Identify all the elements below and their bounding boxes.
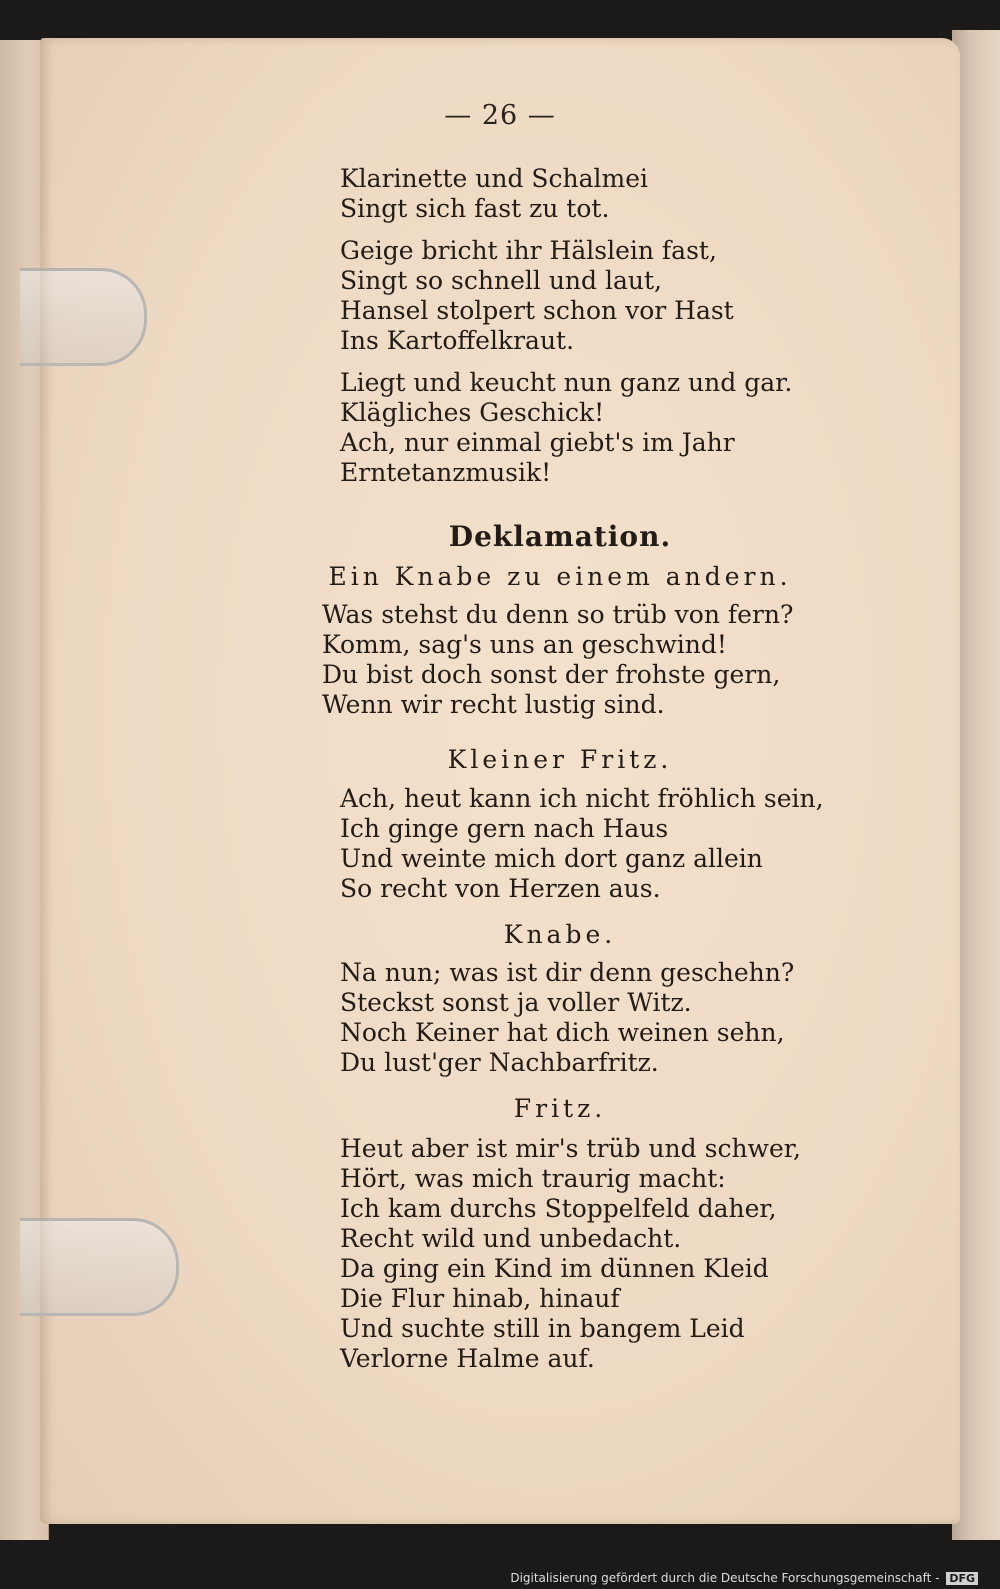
poem-line: Klarinette und Schalmei xyxy=(340,164,649,193)
speaker-heading: Fritz. xyxy=(513,1094,607,1123)
poem-line: Heut aber ist mir's trüb und schwer, xyxy=(340,1134,801,1163)
poem-line: Und suchte still in bangem Leid xyxy=(340,1314,745,1343)
poem-line: Komm, sag's uns an geschwind! xyxy=(322,630,727,659)
speaker-heading: Ein Knabe zu einem andern. xyxy=(328,562,792,591)
page-clip-top xyxy=(20,268,147,366)
page-clip-bottom xyxy=(20,1218,179,1316)
poem-line: Hansel stolpert schon vor Hast xyxy=(340,296,734,325)
poem-line: Ach, nur einmal giebt's im Jahr xyxy=(340,428,735,457)
poem-line: Ich kam durchs Stoppelfeld daher, xyxy=(340,1194,777,1223)
speaker-heading: Kleiner Fritz. xyxy=(447,745,673,774)
poem-line: Da ging ein Kind im dünnen Kleid xyxy=(340,1254,769,1283)
digitization-credit xyxy=(510,1571,978,1585)
poem-line: Und weinte mich dort ganz allein xyxy=(340,844,763,873)
poem-line: Singt so schnell und laut, xyxy=(340,266,662,295)
poem-line: So recht von Herzen aus. xyxy=(340,874,661,903)
poem-line: Ich ginge gern nach Haus xyxy=(340,814,669,843)
dialogue-stanza-1 xyxy=(322,600,793,720)
poem-line: Du lust'ger Nachbarfritz. xyxy=(340,1048,659,1077)
page-number: — 26 — xyxy=(444,100,556,131)
poem-line: Ach, heut kann ich nicht fröhlich sein, xyxy=(340,784,824,813)
poem-line: Steckst sonst ja voller Witz. xyxy=(340,988,692,1017)
poem-line: Liegt und keucht nun ganz und gar. xyxy=(340,368,793,397)
poem-line: Hört, was mich traurig macht: xyxy=(340,1164,726,1193)
credit-text: Digitalisierung gefördert durch die Deutsche Forschungsgemeinschaft - xyxy=(510,1571,940,1585)
stanza-2 xyxy=(340,236,734,356)
dialogue-stanza-2 xyxy=(340,784,824,904)
poem-line: Geige bricht ihr Hälslein fast, xyxy=(340,236,717,265)
stanza-3 xyxy=(340,368,792,488)
dialogue-stanza-4 xyxy=(340,1134,801,1374)
stanza-1 xyxy=(340,164,648,224)
poem-line: Na nun; was ist dir denn geschehn? xyxy=(340,958,795,987)
poem-line: Singt sich fast zu tot. xyxy=(340,194,610,223)
poem-line: Die Flur hinab, hinauf xyxy=(340,1284,620,1313)
dfg-logo: DFG xyxy=(946,1572,978,1585)
poem-line: Noch Keiner hat dich weinen sehn, xyxy=(340,1018,785,1047)
poem-line: Du bist doch sonst der frohste gern, xyxy=(322,660,781,689)
dialogue-stanza-3 xyxy=(340,958,794,1078)
poem-line: Recht wild und unbedacht. xyxy=(340,1224,682,1253)
section-title: Deklamation. xyxy=(448,520,672,553)
poem-line: Erntetanzmusik! xyxy=(340,458,552,487)
poem-line: Klägliches Geschick! xyxy=(340,398,605,427)
poem-line: Wenn wir recht lustig sind. xyxy=(322,690,665,719)
speaker-heading: Knabe. xyxy=(503,920,617,949)
poem-line: Was stehst du denn so trüb von fern? xyxy=(322,600,794,629)
poem-line: Ins Kartoffelkraut. xyxy=(340,326,575,355)
poem-line: Verlorne Halme auf. xyxy=(340,1344,595,1373)
